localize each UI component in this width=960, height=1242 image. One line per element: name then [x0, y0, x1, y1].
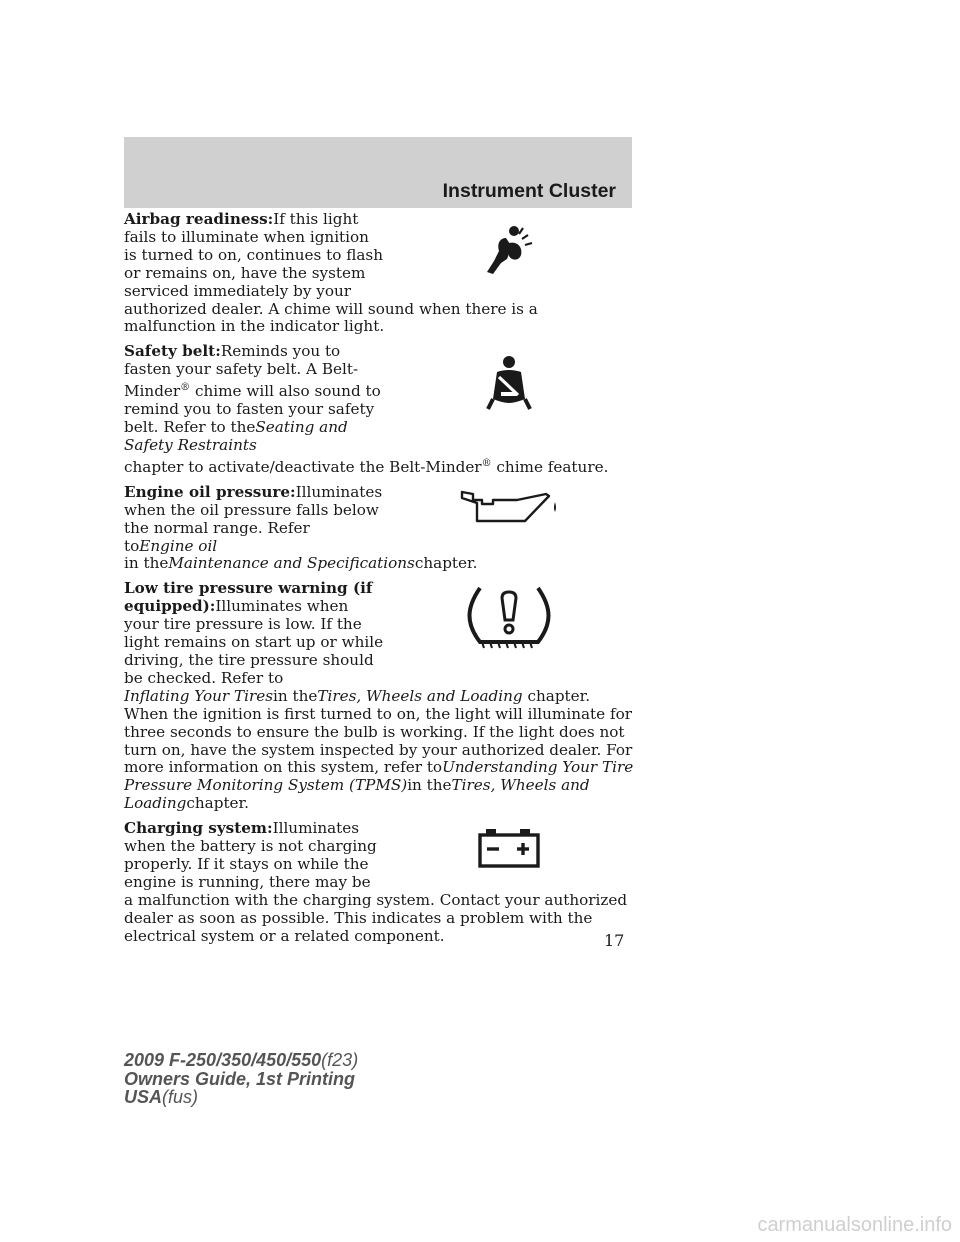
maintenance-reference: Maintenance and Specifications	[168, 554, 415, 573]
section-engine-oil	[124, 484, 634, 574]
tire-pressure-text-4: in the	[407, 776, 452, 795]
watermark: carmanualsonline.info	[757, 1214, 952, 1236]
footer-market-code: (fus)	[162, 1087, 199, 1107]
charging-heading: Charging system:	[124, 819, 273, 838]
registered-mark: ®	[481, 457, 492, 469]
safety-belt-icon	[485, 355, 533, 411]
airbag-heading: Airbag readiness:	[124, 210, 274, 228]
airbag-text: If this light fails to illuminate when ignition is turned to on, continues to flash or remains on, have the system serviced immediately by your authorized dealer. A chime will sound when there is a malfunction in the indicator light.	[124, 210, 538, 336]
footer-model: 2009 F-250/350/450/550	[124, 1050, 322, 1070]
safety-belt-text-4: chime feature.	[491, 457, 609, 476]
tire-pressure-icon	[466, 584, 552, 650]
section-safety-belt	[124, 343, 634, 476]
section-airbag	[124, 211, 634, 336]
safety-belt-text-1: Reminds you to fasten your safety belt. A Belt-Minder	[124, 342, 359, 401]
engine-oil-heading: Engine oil pressure:	[124, 482, 296, 501]
engine-oil-text-3: chapter.	[414, 554, 478, 573]
chapter-title: Instrument Cluster	[442, 180, 616, 202]
document-footer	[124, 1051, 358, 1107]
section-charging	[124, 820, 634, 945]
footer-market: USA	[124, 1087, 163, 1107]
inflating-tires-reference: Inflating Your Tires	[124, 686, 274, 705]
safety-belt-text-3: chapter to activate/deactivate the Belt-Minder	[124, 457, 482, 476]
tire-pressure-text-2: in the	[273, 686, 318, 705]
tires-wheels-reference: Tires, Wheels and Loading	[317, 686, 523, 705]
tire-pressure-text-1: Illuminates when your tire pressure is low. If the light remains on start up or while driving, the tire pressure should be checked. Refer to	[124, 597, 384, 687]
engine-oil-reference: Engine oil	[139, 536, 218, 555]
tires-wheels-reference: Tires, Wheels and Loading	[124, 776, 590, 813]
safety-belt-heading: Safety belt:	[124, 342, 221, 361]
footer-edition: Owners Guide, 1st Printing	[124, 1068, 356, 1089]
chapter-header-band	[124, 137, 632, 208]
tire-pressure-text-3: chapter. When the ignition is first turned to on, the light will illuminate for three seconds to ensure the bulb is working. If the light does not turn on, have the system inspected by your authorized dealer. For more information on this system, refer to	[124, 686, 633, 777]
page-number: 17	[604, 931, 625, 950]
tire-pressure-heading: Low tire pressure warning (if equipped):	[124, 579, 373, 616]
engine-oil-text-2: in the	[124, 554, 169, 573]
seating-safety-reference: Seating and Safety Restraints	[124, 418, 348, 454]
tire-pressure-text-5: chapter.	[186, 794, 249, 813]
tpms-reference: Understanding Your Tire Pressure Monitoring System (TPMS)	[124, 758, 634, 795]
airbag-readiness-icon	[479, 225, 539, 275]
oil-can-icon	[459, 488, 559, 524]
registered-mark: ®	[180, 382, 191, 394]
engine-oil-text-1: Illuminates when the oil pressure falls below the normal range. Refer to	[124, 482, 383, 555]
charging-text: Illuminates when the battery is not charging properly. If it stays on while the engine is running, there may be a malfunction with the charging system. Contact your authorized dealer as soon as possible. This indicates a problem with the electrical system or a related component.	[124, 819, 628, 945]
section-tire-pressure	[124, 580, 634, 813]
page-content	[124, 211, 634, 952]
battery-icon	[478, 828, 540, 868]
footer-model-code: (f23)	[321, 1050, 359, 1070]
safety-belt-text-2: chime will also sound to remind you to fasten your safety belt. Refer to the	[124, 382, 381, 437]
